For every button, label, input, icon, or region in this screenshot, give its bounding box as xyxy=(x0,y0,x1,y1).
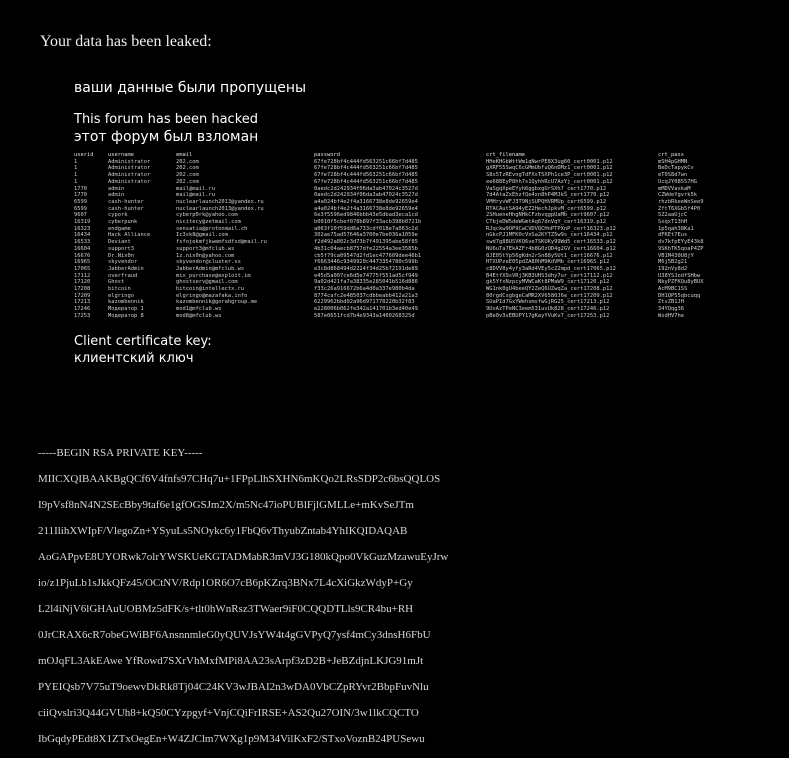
table-cell: admin xyxy=(108,192,125,199)
table-cell: 17213 xyxy=(74,299,91,306)
table-cell: 6599 xyxy=(74,198,87,205)
table-row xyxy=(74,186,724,193)
table-cell: nuclearlaunch2013@yandex.ru xyxy=(176,198,264,205)
table-cell: VB1M430U8jY xyxy=(658,252,694,259)
table-cell: gk5YfxNzpcyMVWCaKt8PMaW9_cert17120.p12 xyxy=(486,279,610,286)
leak-heading: Your data has been leaked: xyxy=(40,33,212,50)
table-cell: rhzbRkeeWnSee9 xyxy=(658,198,704,205)
rsa-key-line: io/z1PjuLb1sJkkQFz45/OCtNV/Rdp1OR6O7cB6pKZrq3BNx7L4cXiGkzWdyP+Gy xyxy=(38,577,413,589)
table-cell: cash-hunter xyxy=(108,205,144,212)
table-cell: skyvendor xyxy=(108,259,138,266)
rsa-begin-marker: -----BEGIN RSA PRIVATE KEY----- xyxy=(38,447,203,459)
table-row xyxy=(74,212,724,219)
table-cell: B4EtfX9sVRj3KB3UHS3dhy7ur_cert17112.p12 xyxy=(486,272,613,279)
table-cell: 17120 xyxy=(74,279,91,286)
table-cell: WG1nk0gU4beeQY2ZeQ6UZwqZa_cert17208.p12 xyxy=(486,286,613,293)
table-cell: Administrator xyxy=(108,158,151,165)
table-cell: mail@mail.ru xyxy=(176,185,215,192)
hacked-notice-en: This forum has been hacked xyxy=(74,112,259,127)
table-cell: 16434 xyxy=(74,232,91,239)
table-cell: Hack Alliance xyxy=(108,232,151,239)
table-cell: JabberAdmin xyxy=(108,265,144,272)
table-cell: kazombennik xyxy=(108,299,144,306)
column-header: email xyxy=(176,152,193,158)
table-cell: 1 xyxy=(74,172,78,179)
table-cell: 4b31c04aecb8757dfe22554a3ee3585b xyxy=(314,245,418,252)
ru-title: ваши данные были пропущены xyxy=(74,80,307,96)
table-cell: f33c26a916672b6a4d0a337e980b4da xyxy=(314,286,415,293)
table-cell: CZWdeYgvrk5k xyxy=(658,192,697,199)
table-cell: f6663446c9349920c4473354780c599b xyxy=(314,259,418,266)
table-cell: kazombennik@gorahgroup.me xyxy=(176,299,258,306)
table-cell: 16319 xyxy=(74,219,91,226)
table-cell: pBe0v3vEBUPY17gKayYVuKv7_cert17253.p12 xyxy=(486,312,610,319)
table-cell: 6599 xyxy=(74,205,87,212)
table-cell: 8774cafc2e485037cdbbeabb412a21a3 xyxy=(314,292,418,299)
table-row xyxy=(74,246,724,253)
table-cell: cash-hunter xyxy=(108,198,144,205)
table-cell: nGkcPJ1MFK0cVxSa2KYTZ5w9s_cert16434.p12 xyxy=(486,232,613,239)
table-cell: RJqckw9OP9CwCVDVQCHnPTPXnP_cert16323.p12 xyxy=(486,225,616,232)
table-cell: BeDcTapykCv xyxy=(658,165,694,172)
table-cell: Dr.Nix0n xyxy=(108,252,134,259)
table-cell: cyberpunk xyxy=(108,219,138,226)
table-cell: 67fe728bf4c444fd563251c66bf7d485 xyxy=(314,158,418,165)
table-cell: endgame xyxy=(108,225,131,232)
table-cell: 67fe728bf4c444fd563251c66bf7d485 xyxy=(314,165,418,172)
column-header: password xyxy=(314,152,340,158)
table-cell: ZtvZB1JH xyxy=(658,299,684,306)
table-cell: 5Z2aaUjcC xyxy=(658,212,688,219)
table-cell: dv7kfpEYyE43k8 xyxy=(658,239,704,246)
table-cell: 16323 xyxy=(74,225,91,232)
table-row xyxy=(74,306,724,313)
table-cell: bitcoin@intellectx.ru xyxy=(176,286,245,293)
table-cell: 16965 xyxy=(74,259,91,266)
table-cell: 0aedc2d242934f06da3ab47024c3527d xyxy=(314,185,418,192)
table-cell: 1 xyxy=(74,165,78,172)
leak-panel xyxy=(74,80,724,368)
table-cell: 17209 xyxy=(74,292,91,299)
rsa-key-line: ciiQvslri3Q44GVUh8+kQ50CYzpgyf+VnjCQiFrIRSE+AS2Qu27OIN/3w1lkCQCTO xyxy=(38,707,419,719)
table-cell: c8DVV8y4yfy3aRd4VEy5c22mpd_cert17065.p12 xyxy=(486,265,616,272)
table-row xyxy=(74,259,724,266)
table-cell: 0aedc2d242934f06da3ab47024c3527d xyxy=(314,192,418,199)
table-cell: 67fe728bf4c444fd563251c66bf7d485 xyxy=(314,178,418,185)
table-cell: M6j5B2g21 xyxy=(658,259,688,266)
table-cell: 17112 xyxy=(74,272,91,279)
table-row xyxy=(74,299,724,306)
table-cell: 202.com xyxy=(176,165,199,172)
table-cell: mod8@mfclub.ws xyxy=(176,312,222,319)
table-cell: ee688EyP8hh7s1QyhhRcU7AzYj_cert0001.p12 xyxy=(486,178,613,185)
rsa-key-line: PYEIQsb7V75uT9oewvDkRk8Tj04C24KV3wJBAI2n3wDA0VbCZpRYvr2BbpFuvNlu xyxy=(38,681,429,693)
table-cell: e228006b062fe342a141701b3ed40e49 xyxy=(314,306,418,313)
table-cell: admin xyxy=(108,185,125,192)
table-cell: Administrator xyxy=(108,172,151,179)
table-cell: NU6uTa7EkAZFr4b8G0zQD4g2GV_cert16604.p12 xyxy=(486,245,616,252)
hacked-notice-ru: этот форум был взломан xyxy=(74,129,259,145)
table-row xyxy=(74,313,724,320)
table-row xyxy=(74,172,724,179)
table-cell: cb5f79ca09547d2fd1ec477609dee46b1 xyxy=(314,252,422,259)
table-cell: Модератор 8 xyxy=(108,312,144,319)
table-cell: ghostserv@gmail.com xyxy=(176,279,238,286)
table-cell: 80rgdCsgbgeCaMR2XV6580J6e_cert17209.p12 xyxy=(486,292,613,299)
table-row xyxy=(74,179,724,186)
table-cell: Administrator xyxy=(108,165,151,172)
table-row xyxy=(74,192,724,199)
rsa-key-line: MIICXQIBAAKBgQCf6V4fnfs97CHq7u+1FPpLlhSXHN6mKQo2LRsSDP2c6bsQQLOS xyxy=(38,473,441,485)
table-cell: 17208 xyxy=(74,286,91,293)
table-row xyxy=(74,219,724,226)
table-row xyxy=(74,226,724,233)
table-cell: fsfojekmfjkwemfsdfsd@mail.ru xyxy=(176,239,267,246)
table-cell: 8JE05tYp56gKdn2rSn88y5Ut1_cert16676.p12 xyxy=(486,252,613,259)
rsa-key-line: 0JrCRAX6cR7obeGWiBF6AnsnnmleG0yQUVJsYW4t4gGVPyQ7ysf4mCy3dnsH6FbU xyxy=(38,629,431,641)
table-cell: 9SKhTK5qoaP4ZP xyxy=(658,245,704,252)
table-cell: e45d5a007ce6d5e74775f551ad5cf949 xyxy=(314,272,418,279)
table-cell: eT0S8d7wn xyxy=(658,172,688,179)
table-cell: 1 xyxy=(74,158,78,165)
cert-key-label-ru: клиентский ключ xyxy=(74,350,194,366)
table-cell: Модератор 1 xyxy=(108,306,144,313)
table-cell: nuclearlaunch2013@yandex.ru xyxy=(176,205,264,212)
table-row xyxy=(74,286,724,293)
table-cell: mix_purchase@exploit.im xyxy=(176,272,251,279)
table-cell: ZftT6XGb5f4P0 xyxy=(658,205,701,212)
table-cell: 17065 xyxy=(74,265,91,272)
column-header: crt_pass xyxy=(658,152,684,158)
table-cell: a063f10f59dd6a733cdf018e7a063c2d xyxy=(314,225,418,232)
table-row xyxy=(74,253,724,260)
table-cell: Ghost xyxy=(108,279,125,286)
user-dump-table xyxy=(74,152,724,320)
table-cell: mSH4pGHMN xyxy=(658,158,688,165)
cert-key-label-en: Client certificate key: xyxy=(74,333,212,349)
table-row xyxy=(74,266,724,273)
table-cell: U38YSJodfSHbw xyxy=(658,272,701,279)
table-cell: S8s5TzREvngTdFXsT5XPh1ce3P_cert0001.p12 xyxy=(486,172,613,179)
table-cell: HTXUPzeE05pdZA80hM9KdVMb_cert16965.p12 xyxy=(486,259,610,266)
table-cell: e3c8d868494d2224f34d25b72191de89 xyxy=(314,265,418,272)
table-cell: mail@mail.ru xyxy=(176,192,215,199)
table-cell: Ic3sk8@gmail.com xyxy=(176,232,228,239)
table-row xyxy=(74,206,724,213)
table-cell: dFKEt7Eus xyxy=(658,232,688,239)
table-cell: cyberp0rk@yahoo.com xyxy=(176,212,238,219)
table-cell: 2SHueneHhgNHkCFzbvqgpUaMb_cert9607.p12 xyxy=(486,212,610,219)
table-row xyxy=(74,239,724,246)
table-cell: 1770 xyxy=(74,185,87,192)
table-cell: 7d4AtaZxEhzfQe4xn8hP4MJkS_cert1770.p12 xyxy=(486,192,610,199)
table-cell: SUaPId7GxYWehsmsfwGjRG25_cert17213.p12 xyxy=(486,299,610,306)
table-cell: 1p5qah38Ka1 xyxy=(658,225,694,232)
table-cell: NkyPZFKQu8yBUX xyxy=(658,279,704,286)
table-cell: a4a024bf4e2f4a3166738e8de92659e4 xyxy=(314,205,418,212)
table-cell: 302ae75ad57646a3700e7be036a1059e xyxy=(314,232,418,239)
table-cell: mod1@mfclub.ws xyxy=(176,306,222,313)
table-cell: Administrator xyxy=(108,178,151,185)
table-cell: VMHryvWFJ3T9NjSUPQHVRMUp_cert6599.p12 xyxy=(486,198,607,205)
table-cell: DH1QP55qbcuqq xyxy=(658,292,701,299)
table-cell: 192nVy8d2 xyxy=(658,265,688,272)
table-row xyxy=(74,293,724,300)
table-cell: 6229962bbd02a96d971778220b32f83 xyxy=(314,299,415,306)
column-header: userid xyxy=(74,152,94,158)
table-row xyxy=(74,279,724,286)
column-header: crt_filename xyxy=(486,152,525,158)
table-cell: 9607 xyxy=(74,212,87,219)
table-cell: swd7g88USVKQ6ve7SKUKy99Wd5_cert16533.p12 xyxy=(486,239,616,246)
column-header: username xyxy=(108,152,134,158)
table-row xyxy=(74,199,724,206)
table-cell: SxqxT13hH xyxy=(658,219,688,226)
table-cell: cypork xyxy=(108,212,128,219)
table-row xyxy=(74,165,724,172)
table-cell: elgringo xyxy=(108,292,134,299)
table-cell: 587e0651fcd7b4e9343a1400268325d xyxy=(314,312,415,319)
table-cell: mMDVVaxkaM xyxy=(658,185,691,192)
table-cell: 9a02d421fa7a38335e285041b516d886 xyxy=(314,279,418,286)
table-header-row xyxy=(74,152,724,159)
table-cell: 6e3f5596ed9846bbb43e5dbad3eca1cd xyxy=(314,212,418,219)
table-cell: 9UxAzTPeNC3eem531uvUk828_cert17246.p12 xyxy=(486,306,610,313)
table-cell: 17253 xyxy=(74,312,91,319)
table-cell: VaSgqXpeEYyh6ggbxgUrSXh7_cert1770.p12 xyxy=(486,185,607,192)
rsa-key-line: L2l4iNjV6lGHAuUOBMz5dFK/s+tlt0hWnRsz3TWaer9iF0CQQDTLls9CR4bu+RH xyxy=(38,603,414,615)
rsa-key-line: I9pVsf8nN4N2SEcBby9taf6e1gfOGSJm2X/m5Nc47ioPUBlFjlGMLLe+mKvSeJTm xyxy=(38,499,414,511)
table-cell: support3@mfclub.ws xyxy=(176,245,235,252)
table-cell: 67fe728bf4c444fd563251c66bf7d485 xyxy=(314,172,418,179)
table-cell: overfraud xyxy=(108,272,138,279)
rsa-key-line: 211IlihXWIpF/VlegoZn+YSyuLs5NOykc6y1FbQ6vThyubZntab4YhIKQIDAQAB xyxy=(38,525,408,537)
table-cell: UcqJY08557HG xyxy=(658,178,697,185)
table-cell: 34YQqg36 xyxy=(658,306,684,313)
table-cell: elgringo@mazafaka.info xyxy=(176,292,248,299)
table-cell: 16604 xyxy=(74,245,91,252)
table-cell: Deviant xyxy=(108,239,131,246)
table-cell: bitcoin xyxy=(108,286,131,293)
table-row xyxy=(74,232,724,239)
table-cell: gXRF55SwqC6cGMmUbfuQ6nDMz1_cert0001.p12 xyxy=(486,165,613,172)
table-cell: AcM9BC1SS xyxy=(658,286,688,293)
table-cell: 16533 xyxy=(74,239,91,246)
table-cell: f2d492a802c3d73b7f491395abe58f85 xyxy=(314,239,418,246)
table-cell: a4a024bf4e2f4a3166738e8de92659e4 xyxy=(314,198,418,205)
table-row xyxy=(74,273,724,280)
table-cell: support3 xyxy=(108,245,134,252)
table-cell: 202.com xyxy=(176,158,199,165)
table-body xyxy=(74,159,724,320)
rsa-key-line: AoGAPpvE8UYORwk7olrYWSKUeKGTADMabR3mVJ3G180kQpo0VkGuzMzawuEyJrw xyxy=(38,551,449,563)
table-cell: 17246 xyxy=(74,306,91,313)
table-cell: 1770 xyxy=(74,192,87,199)
table-cell: JabberAdmin@mfclub.ws xyxy=(176,265,245,272)
table-cell: 1z.nix0n@yahoo.com xyxy=(176,252,235,259)
rsa-key-lines xyxy=(38,472,488,758)
table-cell: skyvendor@cluster.sx xyxy=(176,259,241,266)
table-cell: RTACAutSA94yEZ2HechJpkvM_cert6599.p12 xyxy=(486,205,607,212)
table-cell: 1 xyxy=(74,178,78,185)
table-cell: 202.com xyxy=(176,172,199,179)
table-cell: 16676 xyxy=(74,252,91,259)
table-cell: HHeKHGbWttWm1qNwrPE8X3ug60_cert0001.p12 xyxy=(486,158,613,165)
table-cell: sensatia@protonmail.ch xyxy=(176,225,248,232)
table-cell: WsdHV7he xyxy=(658,312,684,319)
table-row xyxy=(74,159,724,166)
rsa-key-line: IbGqdyPEdt8X1ZTxOegEn+W4ZJClm7WXg1p9M34VilKxF2/STxoVoznB24PUSewu xyxy=(38,733,425,745)
table-cell: CTbjeDW5deWGmtAq67dnVqY_cert16319.p12 xyxy=(486,219,607,226)
table-cell: b0010f5cbef078b897f33acb398b0721b xyxy=(314,219,422,226)
rsa-key-block xyxy=(38,446,488,758)
table-cell: nicitecy@zetmail.com xyxy=(176,219,241,226)
rsa-key-line: mOJqFL3AkEAwe YfRowd7SXrVhMxfMPi8AA23sArpf3zD2B+JeBZdjnLKJG91mJt xyxy=(38,655,424,667)
table-cell: 202.com xyxy=(176,178,199,185)
